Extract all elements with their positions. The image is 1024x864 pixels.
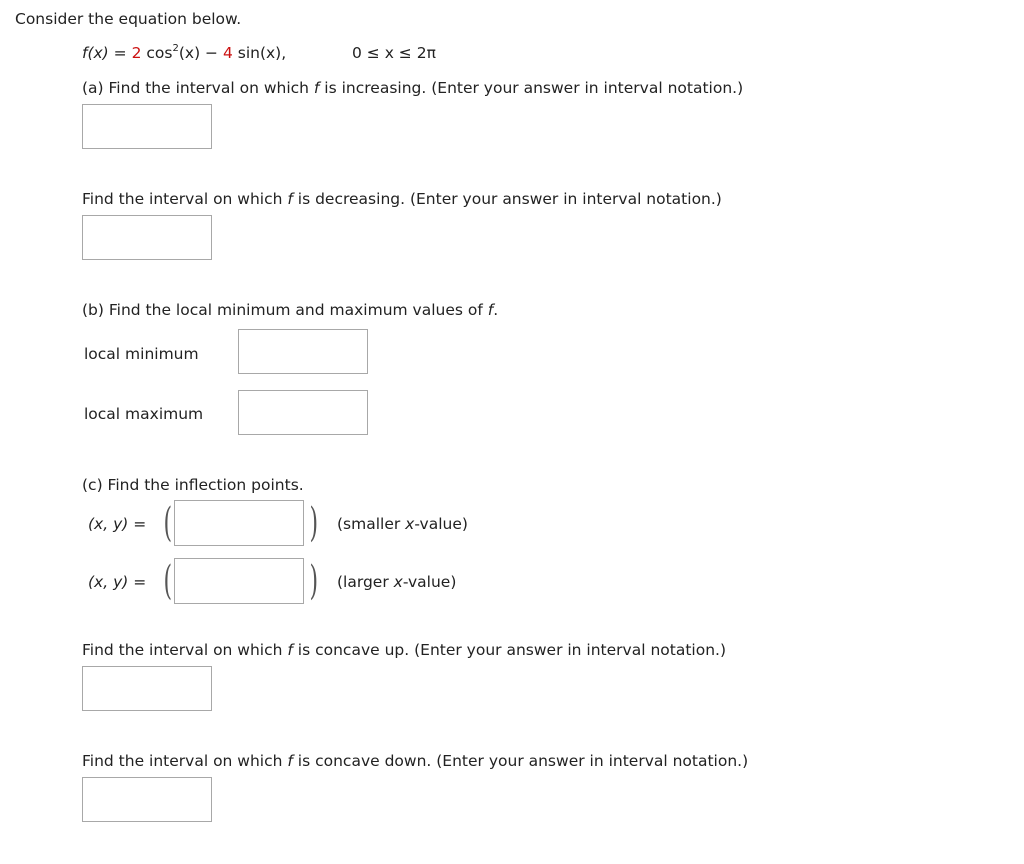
decreasing-question (82, 190, 722, 208)
equation (82, 44, 286, 62)
part-a-question (82, 79, 743, 97)
part-a-f: f (313, 79, 320, 97)
right-paren-icon: ) (309, 558, 319, 604)
local-minimum-input[interactable] (238, 329, 368, 374)
decreasing-interval-input[interactable] (82, 215, 212, 260)
problem-intro: Consider the equation below. (15, 10, 242, 28)
concave-down-f: f (287, 752, 293, 770)
part-c-question: (c) Find the inflection points. (82, 476, 304, 494)
equation-cos-arg: (x) − (178, 44, 223, 62)
smaller-suffix: -value) (414, 515, 468, 533)
concave-up-f: f (287, 641, 293, 659)
part-a-prefix: (a) Find the interval on which (82, 79, 314, 97)
smaller-x-value-label (337, 515, 468, 533)
concave-up-prefix: Find the interval on which (82, 641, 288, 659)
concave-up-question (82, 641, 726, 659)
local-maximum-label: local maximum (84, 405, 204, 423)
inflection-point-1-input[interactable] (174, 500, 304, 546)
equation-coef-2: 4 (222, 44, 233, 62)
inflection-point-2-input[interactable] (174, 558, 304, 604)
decreasing-f: f (287, 190, 293, 208)
equation-exponent: 2 (172, 42, 179, 54)
larger-x-value-label (337, 573, 456, 591)
concave-up-interval-input[interactable] (82, 666, 212, 711)
concave-down-question (82, 752, 748, 770)
left-paren-icon: ( (163, 500, 173, 546)
part-b-prefix: (b) Find the local minimum and maximum values of (82, 301, 488, 319)
concave-down-prefix: Find the interval on which (82, 752, 288, 770)
right-paren-icon: ) (309, 500, 319, 546)
decreasing-prefix: Find the interval on which (82, 190, 288, 208)
part-a-suffix: is increasing. (Enter your answer in interval notation.) (319, 79, 744, 97)
equation-domain: 0 ≤ x ≤ 2π (352, 44, 436, 62)
smaller-x: x (405, 515, 415, 533)
larger-x: x (393, 573, 403, 591)
local-maximum-input[interactable] (238, 390, 368, 435)
inflection-point-1-label: (x, y) = (88, 515, 152, 533)
part-b-f: f (487, 301, 494, 319)
concave-down-suffix: is concave down. (Enter your answer in interval notation.) (292, 752, 749, 770)
equation-sin: sin(x), (232, 44, 287, 62)
concave-up-suffix: is concave up. (Enter your answer in interval notation.) (292, 641, 726, 659)
increasing-interval-input[interactable] (82, 104, 212, 149)
inflection-point-2-label: (x, y) = (88, 573, 152, 591)
local-minimum-label: local minimum (84, 345, 199, 363)
smaller-prefix: (smaller (337, 515, 406, 533)
left-paren-icon: ( (163, 558, 173, 604)
equation-coef-1: 2 (131, 44, 142, 62)
equation-cos: cos (141, 44, 173, 62)
decreasing-suffix: is decreasing. (Enter your answer in interval notation.) (292, 190, 722, 208)
part-b-question (82, 301, 498, 319)
equation-equals: = (108, 44, 132, 62)
larger-prefix: (larger (337, 573, 394, 591)
equation-fx: f(x) (82, 44, 109, 62)
concave-down-interval-input[interactable] (82, 777, 212, 822)
part-b-suffix: . (493, 301, 499, 319)
larger-suffix: -value) (402, 573, 457, 591)
